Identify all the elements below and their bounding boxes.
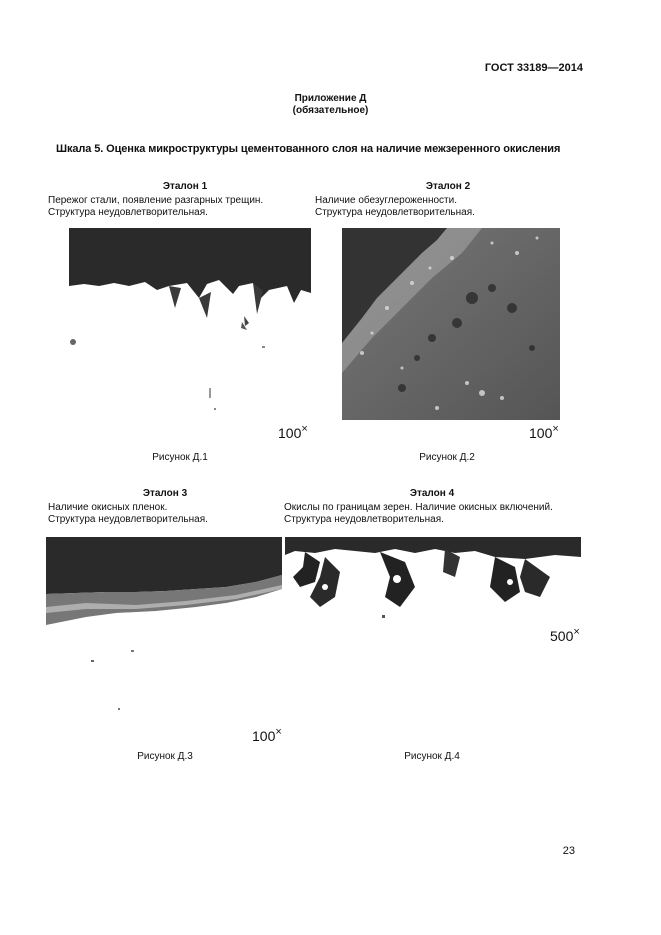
etalon-3-title: Эталон 3 [142, 488, 188, 499]
micrograph-d4 [285, 537, 581, 622]
micrograph-d3 [46, 537, 282, 722]
etalon-4-title: Эталон 4 [409, 488, 455, 499]
etalon-2-line1: Наличие обезуглероженности. [315, 195, 457, 206]
figure-d1-caption: Рисунок Д.1 [152, 452, 208, 463]
figure-d3-caption: Рисунок Д.3 [137, 751, 193, 762]
page-number: 23 [562, 845, 575, 857]
etalon-3-line2: Структура неудовлетворительная. [48, 514, 208, 525]
scale-title: Шкала 5. Оценка микроструктуры цементованного слоя на наличие межзеренного окисления [56, 143, 561, 155]
etalon-1-line1: Пережог стали, появление разгарных трещин. [48, 195, 264, 206]
etalon-1-line2: Структура неудовлетворительная. [48, 207, 208, 218]
etalon-1-description [48, 195, 263, 219]
etalon-1-magnification: 100× [278, 423, 308, 441]
etalon-1-title: Эталон 1 [162, 181, 208, 192]
micrograph-d2 [342, 228, 560, 420]
etalon-2-magnification: 100× [529, 423, 559, 441]
etalon-2-description [315, 195, 475, 219]
etalon-3-description [48, 502, 208, 526]
etalon-4-line2: Структура неудовлетворительная. [284, 514, 444, 525]
micrograph-d1 [69, 228, 311, 428]
figure-d2-caption: Рисунок Д.2 [419, 452, 475, 463]
standard-header: ГОСТ 33189—2014 [484, 62, 583, 74]
etalon-4-description [284, 502, 553, 526]
etalon-2-line2: Структура неудовлетворительная. [315, 207, 475, 218]
etalon-2-title: Эталон 2 [425, 181, 471, 192]
etalon-4-magnification: 500× [550, 626, 580, 644]
appendix-title: Приложение Д [294, 93, 367, 104]
etalon-3-line1: Наличие окисных пленок. [48, 502, 168, 513]
figure-d4-caption: Рисунок Д.4 [404, 751, 460, 762]
etalon-4-line1: Окислы по границам зерен. Наличие окисных включений. [284, 502, 553, 513]
appendix-note: (обязательное) [292, 105, 369, 116]
etalon-3-magnification: 100× [252, 726, 282, 744]
